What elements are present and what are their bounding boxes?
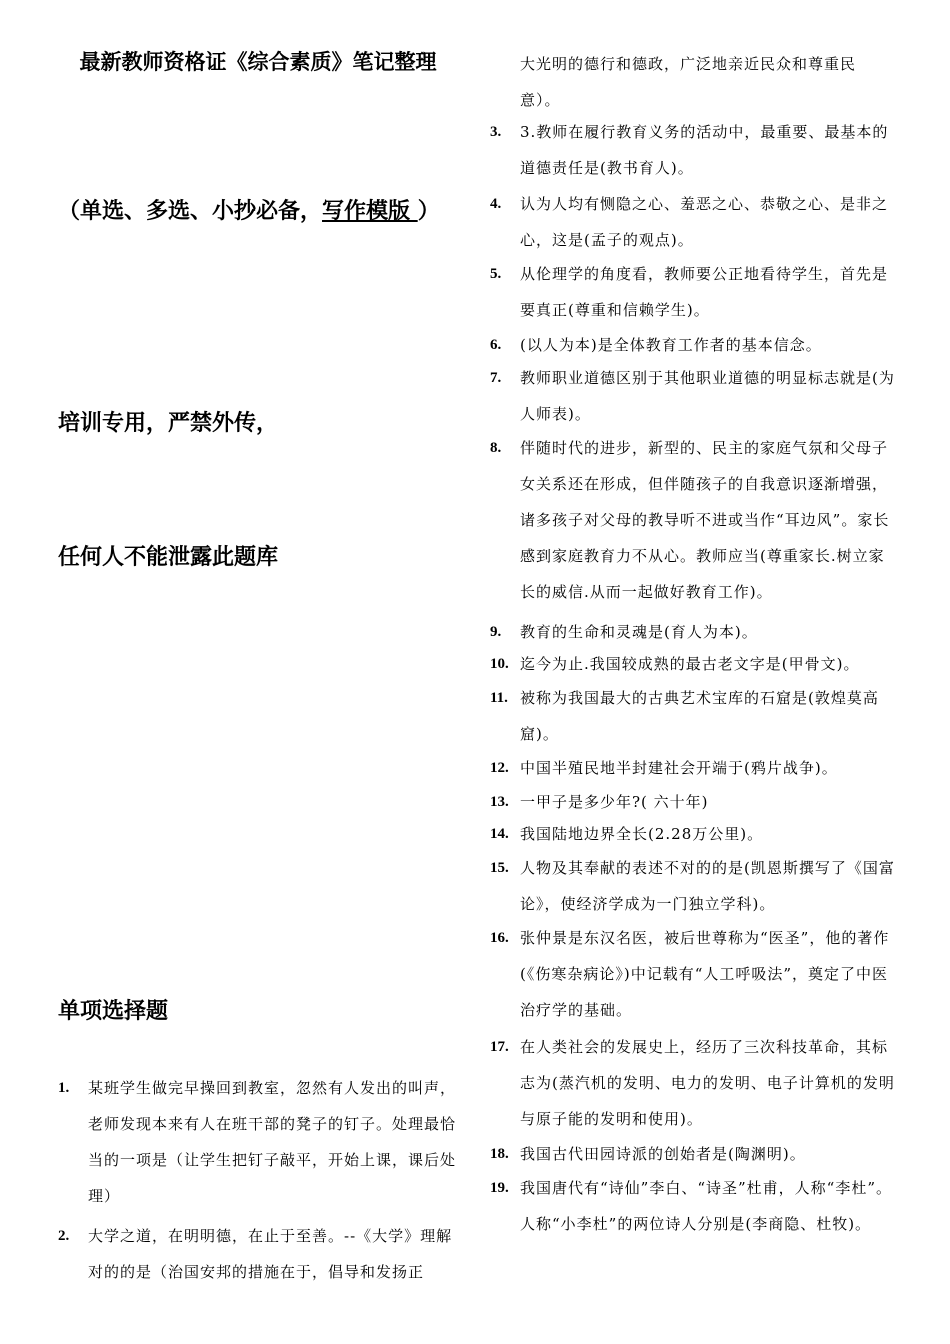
question-text: 一甲子是多少年?( 六十年)	[520, 793, 709, 811]
question-item	[490, 256, 895, 328]
question-item	[58, 1218, 468, 1290]
question-item	[490, 646, 895, 682]
question-number: 4.	[490, 196, 502, 212]
question-item	[490, 784, 895, 820]
question-number: 8.	[490, 440, 502, 456]
question-number: 7.	[490, 370, 502, 386]
question-item	[490, 327, 895, 363]
question-text: 在人类社会的发展史上，经历了三次科技革命，其标志为(蒸汽机的发明、电力的发明、电子计算机的发明与原子能的发明和使用)。	[520, 1038, 895, 1128]
question-item	[490, 850, 895, 922]
question-number: 15.	[490, 860, 509, 876]
question-item	[490, 430, 895, 610]
question-text: 被称为我国最大的古典艺术宝库的石窟是(敦煌莫高窟)。	[520, 689, 879, 743]
question-number: 14.	[490, 826, 509, 842]
question-text: 人物及其奉献的表述不对的的是(凯恩斯撰写了《国富论》，使经济学成为一门独立学科)。	[520, 859, 895, 913]
question-item	[490, 1170, 895, 1242]
question-item	[490, 186, 895, 258]
question-item	[490, 1136, 895, 1172]
question-text: 认为人均有恻隐之心、羞恶之心、恭敬之心、是非之心，这是(孟子的观点)。	[520, 195, 889, 249]
question-text: 教师职业道德区别于其他职业道德的明显标志就是(为人师表)。	[520, 369, 895, 423]
question-number: 5.	[490, 266, 502, 282]
question-number: 6.	[490, 337, 502, 353]
document-title: 最新教师资格证《综合素质》笔记整理	[79, 50, 437, 74]
question-number: 13.	[490, 794, 509, 810]
question-item	[490, 816, 895, 852]
question-number: 3.	[490, 124, 502, 140]
question-item	[490, 750, 895, 786]
question-item	[490, 614, 895, 650]
question-item	[490, 680, 895, 752]
question-2-continued: 大光明的德行和德政，广泛地亲近民众和尊重民意）。	[520, 55, 857, 109]
question-text: 我国唐代有“诗仙”李白、“诗圣”杜甫，人称“李杜”。人称“小李杜”的两位诗人分别是(李商隐、杜牧)。	[520, 1179, 893, 1233]
question-text: 从伦理学的角度看，教师要公正地看待学生，首先是要真正(尊重和信赖学生)。	[520, 265, 889, 319]
subtitle-underlined: 写作模版	[322, 199, 418, 224]
question-number: 11.	[490, 690, 508, 706]
question-item	[490, 360, 895, 432]
notice-line-1: 培训专用，严禁外传，	[58, 411, 279, 436]
question-number: 10.	[490, 656, 509, 672]
question-text: 伴随时代的进步，新型的、民主的家庭气氛和父母子女关系还在形成，但伴随孩子的自我意识逐渐增强，诸多孩子对父母的教导听不进或当作“耳边风”。家长感到家庭教育力不从心。教师应当(尊重家长.树立家长的威信.从而一起做好教育工作)。	[520, 439, 890, 601]
question-item	[58, 1070, 468, 1214]
notice-line-2: 任何人不能泄露此题库	[58, 545, 279, 570]
subtitle-suffix: ）	[417, 199, 440, 224]
question-number: 12.	[490, 760, 509, 776]
question-number: 9.	[490, 624, 502, 640]
question-text: 某班学生做完早操回到教室，忽然有人发出的叫声，老师发现本来有人在班干部的凳子的钉子。处理最恰当的一项是（让学生把钉子敲平，开始上课，课后处理）	[88, 1079, 457, 1205]
question-item	[490, 1029, 895, 1137]
question-number: 16.	[490, 930, 509, 946]
question-text: 教育的生命和灵魂是(育人为本)。	[520, 623, 758, 641]
question-number: 17.	[490, 1039, 509, 1055]
question-item	[490, 114, 895, 186]
question-item	[490, 920, 895, 1028]
question-text: 张仲景是东汉名医，被后世尊称为“医圣”，他的著作(《伤寒杂病论》)中记载有“人工呼吸法”，奠定了中医治疗学的基础。	[520, 929, 890, 1019]
question-number: 1.	[58, 1080, 70, 1096]
question-text: 中国半殖民地半封建社会开端于(鸦片战争)。	[520, 759, 838, 777]
question-text: 大学之道，在明明德，在止于至善。--《大学》理解对的的是（治国安邦的措施在于，倡导和发扬正	[88, 1227, 453, 1281]
section-heading: 单项选择题	[58, 999, 169, 1024]
question-text: 迄今为止.我国较成熟的最古老文字是(甲骨文)。	[520, 655, 860, 673]
question-text: (以人为本)是全体教育工作者的基本信念。	[520, 336, 822, 354]
question-text: 我国古代田园诗派的创始者是(陶渊明)。	[520, 1145, 806, 1163]
question-number: 2.	[58, 1228, 70, 1244]
subtitle	[58, 198, 440, 226]
question-number: 19.	[490, 1180, 509, 1196]
question-text: 3.教师在履行教育义务的活动中，最重要、最基本的道德责任是(教书育人)。	[520, 123, 889, 177]
subtitle-prefix: （单选、多选、小抄必备，	[58, 199, 323, 224]
question-text: 我国陆地边界全长(2.28万公里)。	[520, 825, 764, 843]
question-number: 18.	[490, 1146, 509, 1162]
